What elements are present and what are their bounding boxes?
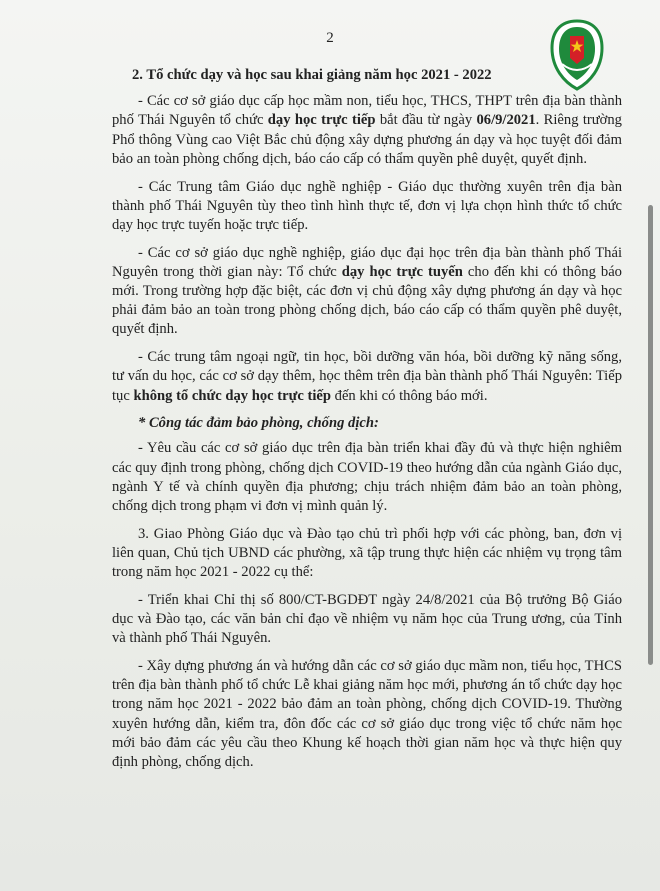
section-2-paragraph-1: - Các cơ sở giáo dục cấp học mầm non, tiểu học, THCS, THPT trên địa bàn thành phố Thái Nguyên tổ chức dạy học trực tiếp bắt đầu từ ngày 06/9/2021. Riêng trường Phổ thông Vùng cao Việt Bắc chủ động xây dựng phương án dạy và học tuyệt đối đảm bảo an toàn phòng chống dịch, báo cáo cấp có thẩm quyền phê duyệt, quyết định. xyxy=(112,93,622,167)
section-2-heading: 2. Tổ chức dạy và học sau khai giảng năm học 2021 - 2022 xyxy=(132,67,492,83)
section-2-paragraph-4: - Các trung tâm ngoại ngữ, tin học, bồi dưỡng văn hóa, bồi dưỡng kỹ năng sống, tư vấn du học, các cơ sở dạy thêm, học thêm trên địa bàn thành phố Thái Nguyên: Tiếp tục không tổ chức dạy học trực tiếp đến khi có thông báo mới. xyxy=(112,349,622,404)
section-3-paragraph-1: - Triển khai Chỉ thị số 800/CT-BGDĐT ngày 24/8/2021 của Bộ trưởng Bộ Giáo dục và Đào tạo, các văn bản chỉ đạo về nhiệm vụ năm học của Trung ương, của Tỉnh và thành phố Thái Nguyên. xyxy=(112,591,622,647)
epidemic-prevention-subheading: * Công tác đảm bảo phòng, chống dịch: xyxy=(138,415,379,432)
scrollbar[interactable] xyxy=(648,205,653,665)
section-2-paragraph-5: - Yêu cầu các cơ sở giáo dục trên địa bàn triển khai đầy đủ và thực hiện nghiêm các quy định trong phòng, chống dịch COVID-19 theo hướng dẫn của ngành Giáo dục, ngành Y tế và chính quyền địa phương; chịu trách nhiệm đảm bảo an toàn phòng, chống dịch trong phạm vi đơn vị mình quản lý. xyxy=(112,440,622,515)
section-3-paragraph-2: - Xây dựng phương án và hướng dẫn các cơ sở giáo dục mầm non, tiểu học, THCS trên địa bàn thành phố tổ chức Lễ khai giảng năm học mới, phương án tổ chức dạy học trong năm học 2021 - 2022 bảo đảm an toàn phòng, chống dịch COVID-19. Thường xuyên hướng dẫn, kiểm tra, đôn đốc các cơ sở giáo dục trong việc tổ chức năm học mới bảo đảm các yêu cầu theo Khung kế hoạch thời gian năm học và thực hiện quy định phòng, chống dịch. xyxy=(112,657,622,770)
document-body xyxy=(112,66,622,781)
section-3-intro: 3. Giao Phòng Giáo dục và Đào tạo chủ trì phối hợp với các phòng, ban, đơn vị liên quan, Chủ tịch UBND các phường, xã tập trung thực hiện các nhiệm vụ trọng tâm trong năm học 2021 - 2022 cụ thể: xyxy=(112,525,622,581)
section-2-paragraph-3: - Các cơ sở giáo dục nghề nghiệp, giáo dục đại học trên địa bàn thành phố Thái Nguyên trong thời gian này: Tổ chức dạy học trực tuyến cho đến khi có thông báo mới. Trong trường hợp đặc biệt, các đơn vị chủ động xây dựng phương án dạy và học phải đảm bảo an toàn trong phòng chống dịch, báo cáo cấp có thẩm quyền phê duyệt, quyết định. xyxy=(112,244,622,338)
page-number: 2 xyxy=(326,30,334,46)
section-2-paragraph-2: - Các Trung tâm Giáo dục nghề nghiệp - Giáo dục thường xuyên trên địa bàn thành phố Thái Nguyên tùy theo tình hình thực tế, đơn vị lựa chọn hình thức tổ chức dạy học trực tuyến hoặc trực tiếp. xyxy=(112,178,622,233)
